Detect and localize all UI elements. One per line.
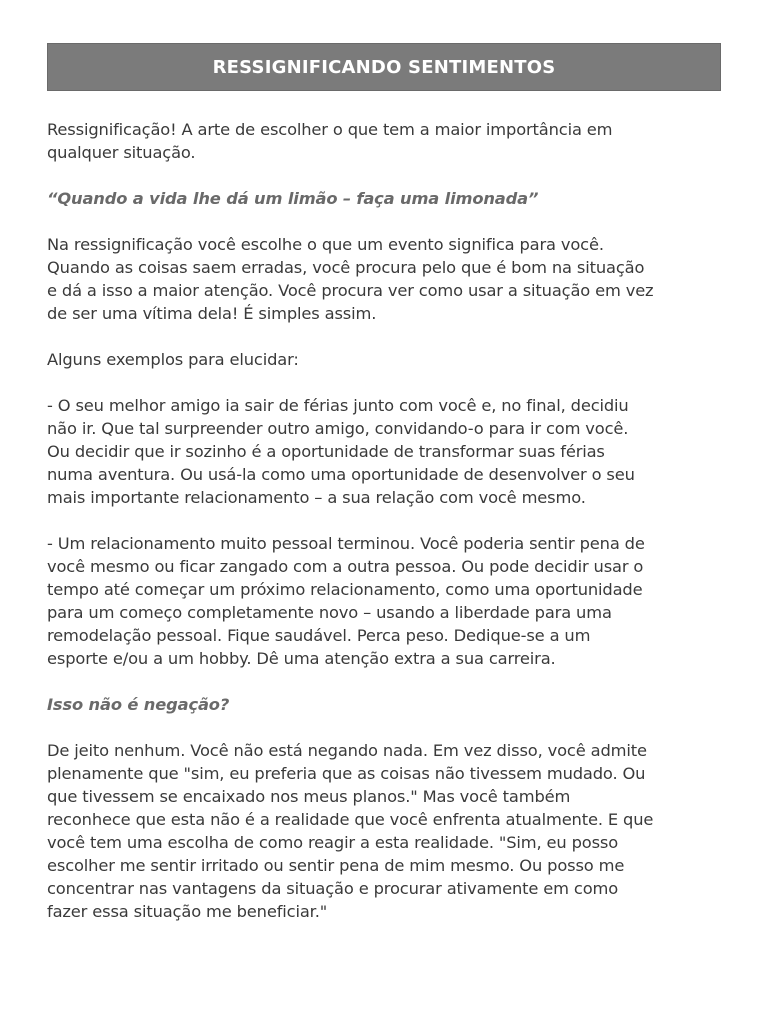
quote-heading: “Quando a vida lhe dá um limão – faça uma limonada”	[47, 189, 539, 208]
explanation-paragraph: Na ressignificação você escolhe o que um evento significa para você. Quando as coisas saem erradas, você procura pelo que é bom na situação e dá a isso a maior atenção. Você procura ver como usar a situação em vez de ser uma vítima dela! É simples assim.	[47, 235, 654, 323]
section-header-bar	[47, 43, 721, 91]
example-paragraph-2: - Um relacionamento muito pessoal terminou. Você poderia sentir pena de você mesmo ou ficar zangado com a outra pessoa. Ou pode decidir usar o tempo até começar um próximo relacionamento, como uma oportunidade para um começo completamente novo – usando a liberdade para uma remodelação pessoal. Fique saudável. Perca peso. Dedique-se a um esporte e/ou a um hobby. Dê uma atenção extra a sua carreira.	[47, 534, 645, 668]
document-body	[47, 118, 727, 946]
section-title: RESSIGNIFICANDO SENTIMENTOS	[212, 56, 556, 78]
intro-paragraph: Ressignificação! A arte de escolher o que tem a maior importância em qualquer situação.	[47, 120, 613, 162]
answer-paragraph: De jeito nenhum. Você não está negando nada. Em vez disso, você admite plenamente que "sim, eu preferia que as coisas não tivessem mudado. Ou que tivessem se encaixado nos meus planos." Mas você também reconhece que esta não é a realidade que você enfrenta atualmente. E que você tem uma escolha de como reagir a esta realidade. "Sim, eu posso escolher me sentir irritado ou sentir pena de mim mesmo. Ou posso me concentrar nas vantagens da situação e procurar ativamente em como fazer essa situação me beneficiar."	[47, 741, 654, 921]
question-heading: Isso não é negação?	[47, 695, 230, 714]
example-paragraph-1: - O seu melhor amigo ia sair de férias junto com você e, no final, decidiu não ir. Que tal surpreender outro amigo, convidando-o para ir com você. Ou decidir que ir sozinho é a oportunidade de transformar suas férias numa aventura. Ou usá-la como uma oportunidade de desenvolver o seu mais importante relacionamento – a sua relação com você mesmo.	[47, 396, 635, 507]
examples-intro-paragraph: Alguns exemplos para elucidar:	[47, 350, 299, 369]
